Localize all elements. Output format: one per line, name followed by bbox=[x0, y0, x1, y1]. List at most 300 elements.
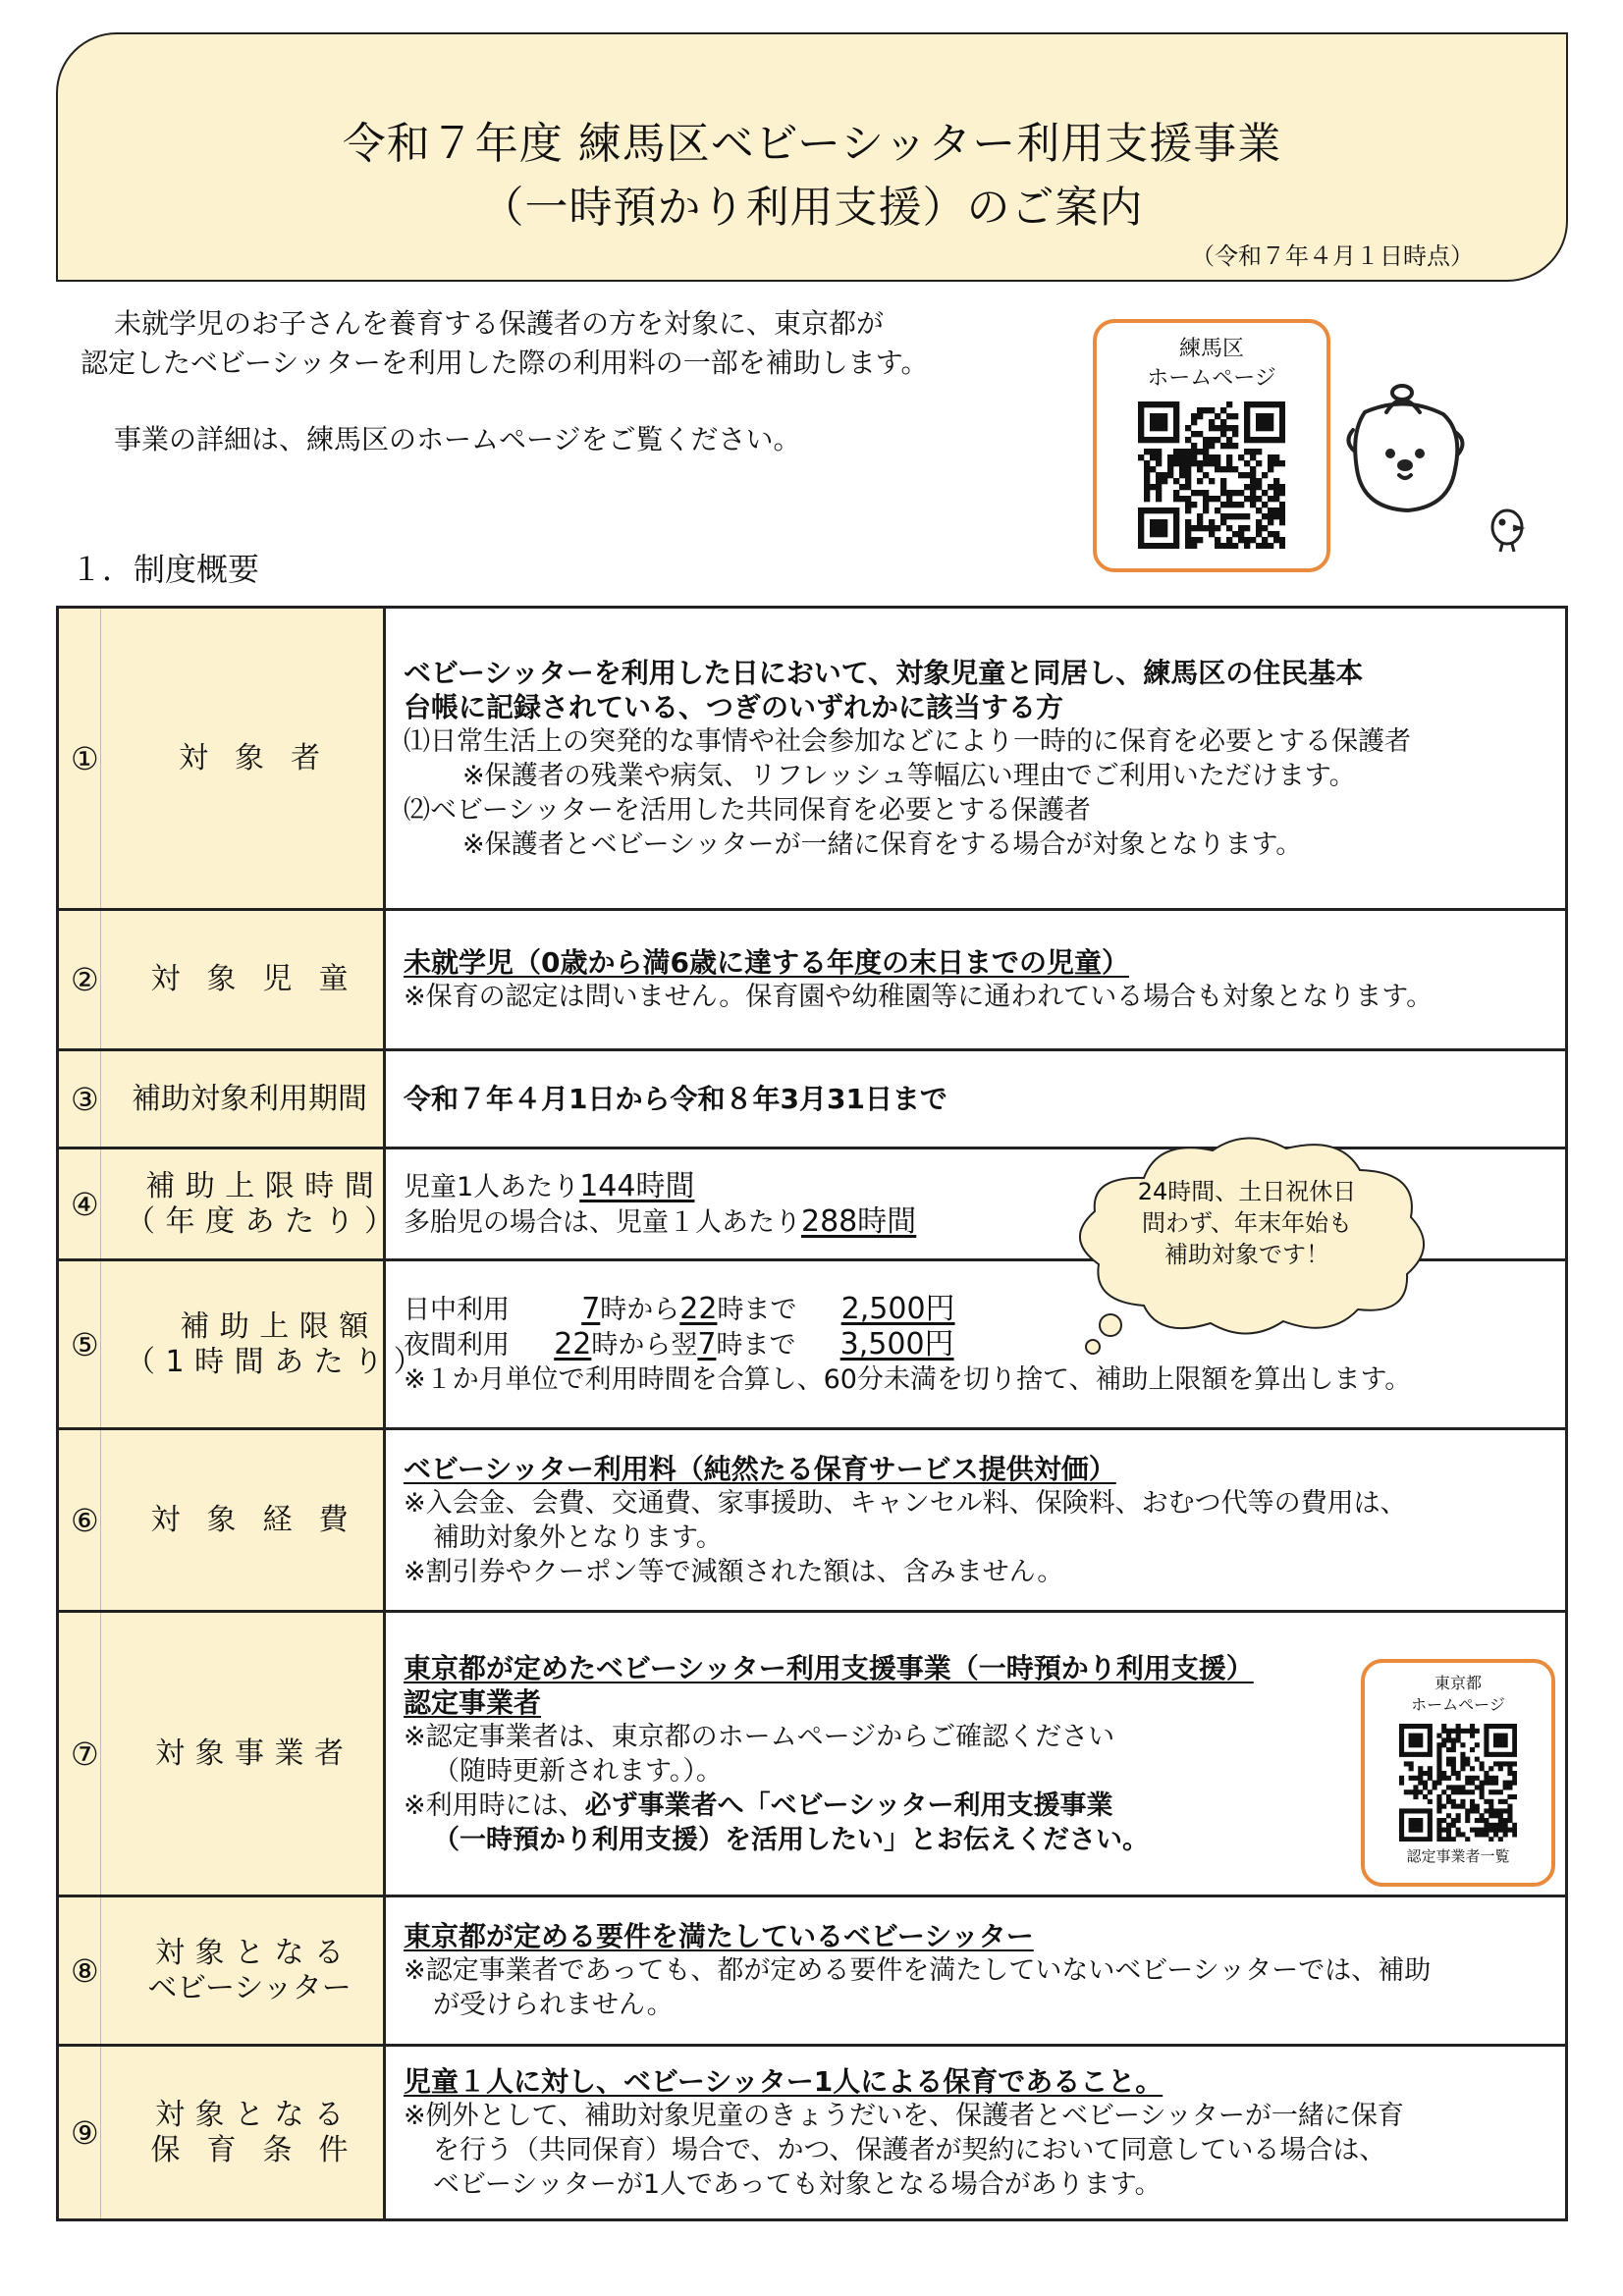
qr-module bbox=[1460, 1789, 1465, 1794]
qr-module bbox=[1436, 1804, 1441, 1809]
qr-module bbox=[1262, 502, 1268, 507]
qr-module bbox=[1262, 437, 1268, 443]
qr-module bbox=[1185, 496, 1191, 502]
qr-module bbox=[1138, 543, 1144, 549]
qr-module bbox=[1185, 449, 1191, 454]
qr-module bbox=[1203, 437, 1209, 443]
qr-module bbox=[1436, 1776, 1441, 1781]
qr-module bbox=[1413, 1724, 1418, 1729]
row-label-line1: 対象となる bbox=[155, 1935, 354, 1970]
qr-module bbox=[1460, 1804, 1465, 1809]
content-line: ※保育の認定は問いません。保育園や幼稚園等に通われている場合も対象となります。 bbox=[404, 982, 1434, 1012]
qr-module bbox=[1484, 1799, 1488, 1804]
qr-module bbox=[1488, 1804, 1493, 1809]
qr-module bbox=[1162, 478, 1167, 484]
qr-module bbox=[1456, 1832, 1461, 1837]
qr-module bbox=[1480, 1781, 1485, 1786]
row-content-cell bbox=[385, 608, 1567, 910]
qr-module bbox=[1232, 502, 1238, 507]
qr-module bbox=[1250, 537, 1256, 543]
qr-module bbox=[1493, 1781, 1498, 1786]
qr-module bbox=[1179, 472, 1185, 478]
tokyo-qr-box[interactable] bbox=[1361, 1659, 1555, 1887]
qr-module bbox=[1446, 1729, 1451, 1734]
qr-module bbox=[1138, 407, 1144, 413]
qr-module bbox=[1493, 1789, 1498, 1794]
qr-module bbox=[1185, 484, 1191, 490]
qr-module bbox=[1256, 484, 1262, 490]
qr-module bbox=[1399, 1776, 1404, 1781]
qr-module bbox=[1418, 1837, 1423, 1842]
qr-module bbox=[1156, 401, 1162, 407]
day-mid: 時から bbox=[600, 1295, 680, 1325]
qr-module bbox=[1262, 543, 1268, 549]
qr-module bbox=[1226, 490, 1232, 496]
qr-module bbox=[1423, 1752, 1428, 1757]
qr-module bbox=[1215, 496, 1220, 502]
qr-module bbox=[1512, 1761, 1517, 1766]
qr-module bbox=[1268, 507, 1273, 513]
row-label bbox=[116, 1503, 383, 1538]
qr-module bbox=[1167, 543, 1173, 549]
qr-module bbox=[1451, 1737, 1456, 1742]
qr-module bbox=[1167, 472, 1173, 478]
qr-module bbox=[1173, 449, 1179, 454]
qr-module bbox=[1238, 454, 1244, 460]
intro-paragraph bbox=[81, 304, 929, 383]
qr-module bbox=[1436, 1734, 1441, 1738]
qr-module bbox=[1244, 513, 1250, 519]
qr-module bbox=[1197, 519, 1203, 525]
qr-module bbox=[1399, 1752, 1404, 1757]
qr-module bbox=[1250, 490, 1256, 496]
qr-module bbox=[1446, 1794, 1451, 1799]
content-line: ⑵ベビーシッターを活用した共同保育を必要とする保護者 bbox=[404, 794, 1091, 826]
nerima-qr-label bbox=[1097, 323, 1326, 394]
qr-module bbox=[1456, 1785, 1461, 1789]
qr-module bbox=[1144, 543, 1150, 549]
row-label-text: 対象児童 bbox=[150, 962, 375, 996]
qr-module bbox=[1179, 484, 1185, 490]
qr-module bbox=[1144, 460, 1150, 466]
qr-module bbox=[1279, 419, 1285, 425]
qr-module bbox=[1138, 425, 1144, 431]
qr-module bbox=[1273, 454, 1279, 460]
qr-module bbox=[1256, 419, 1262, 425]
qr-module bbox=[1399, 1747, 1404, 1752]
qr-module bbox=[1428, 1729, 1433, 1734]
qr-module bbox=[1465, 1776, 1470, 1781]
qr-module bbox=[1428, 1747, 1433, 1752]
qr-module bbox=[1493, 1734, 1498, 1738]
qr-module bbox=[1244, 425, 1250, 431]
qr-module bbox=[1162, 543, 1167, 549]
qr-module bbox=[1470, 1799, 1475, 1804]
qr-module bbox=[1238, 525, 1244, 531]
qr-module bbox=[1446, 1799, 1451, 1804]
content-line: （随時更新されます。）。 bbox=[433, 1755, 723, 1787]
qr-module bbox=[1451, 1771, 1456, 1776]
qr-module bbox=[1512, 1823, 1517, 1828]
qr-module bbox=[1460, 1757, 1465, 1762]
row-label-cell bbox=[58, 910, 385, 1050]
qr-module bbox=[1470, 1766, 1475, 1771]
qr-module bbox=[1484, 1828, 1488, 1833]
qr-module bbox=[1173, 513, 1179, 519]
qr-module bbox=[1238, 502, 1244, 507]
qr-module bbox=[1150, 543, 1156, 549]
qr-module bbox=[1470, 1828, 1475, 1833]
qr-module bbox=[1436, 1757, 1441, 1762]
qr-module bbox=[1220, 419, 1226, 425]
qr-module bbox=[1399, 1818, 1404, 1823]
qr-module bbox=[1156, 525, 1162, 531]
row-label-cell bbox=[58, 1429, 385, 1612]
qr-module bbox=[1484, 1729, 1488, 1734]
qr-module bbox=[1493, 1808, 1498, 1813]
row-label-line1: 補助上限時間 bbox=[145, 1168, 385, 1203]
qr-module bbox=[1498, 1742, 1503, 1747]
qr-module bbox=[1488, 1776, 1493, 1781]
qr-module bbox=[1441, 1776, 1446, 1781]
qr-module bbox=[1498, 1752, 1503, 1757]
qr-module bbox=[1279, 513, 1285, 519]
qr-module bbox=[1475, 1729, 1480, 1734]
qr-module bbox=[1268, 425, 1273, 431]
qr-module bbox=[1215, 537, 1220, 543]
qr-module bbox=[1238, 531, 1244, 537]
qr-module bbox=[1173, 537, 1179, 543]
nerima-qr-code[interactable] bbox=[1138, 401, 1285, 549]
qr-module bbox=[1191, 443, 1197, 449]
qr-module bbox=[1185, 466, 1191, 472]
qr-module bbox=[1179, 466, 1185, 472]
qr-module bbox=[1399, 1832, 1404, 1837]
qr-module bbox=[1238, 513, 1244, 519]
qr-module bbox=[1451, 1823, 1456, 1828]
qr-module bbox=[1428, 1828, 1433, 1833]
qr-module bbox=[1215, 507, 1220, 513]
content-line: ※認定事業者は、東京都のホームページからご確認ください bbox=[404, 1721, 1115, 1752]
qr-module bbox=[1507, 1752, 1512, 1757]
qr-module bbox=[1197, 490, 1203, 496]
qr-module bbox=[1428, 1818, 1433, 1823]
qr-module bbox=[1150, 449, 1156, 454]
qr-module bbox=[1209, 496, 1215, 502]
qr-module bbox=[1413, 1776, 1418, 1781]
qr-module bbox=[1203, 443, 1209, 449]
qr-module bbox=[1480, 1789, 1485, 1794]
tokyo-qr-label1: 東京都 bbox=[1434, 1674, 1482, 1692]
qr-module bbox=[1215, 543, 1220, 549]
qr-module bbox=[1456, 1818, 1461, 1823]
qr-module bbox=[1138, 401, 1144, 407]
qr-module bbox=[1226, 460, 1232, 466]
qr-module bbox=[1144, 437, 1150, 443]
qr-module bbox=[1268, 543, 1273, 549]
qr-module bbox=[1226, 401, 1232, 407]
qr-module bbox=[1409, 1828, 1414, 1833]
qr-module bbox=[1138, 507, 1144, 513]
qr-module bbox=[1279, 507, 1285, 513]
row-content-cell bbox=[385, 1896, 1567, 2046]
qr-module bbox=[1250, 401, 1256, 407]
overview-table bbox=[56, 606, 1568, 2221]
qr-module bbox=[1167, 507, 1173, 513]
qr-module bbox=[1150, 454, 1156, 460]
qr-module bbox=[1220, 431, 1226, 437]
content-line: ※割引券やクーポン等で減額された額は、含みません。 bbox=[404, 1556, 1064, 1587]
qr-module bbox=[1441, 1804, 1446, 1809]
content-line: 令和７年４月1日から令和８年3月31日まで bbox=[404, 1083, 947, 1115]
qr-module bbox=[1191, 537, 1197, 543]
qr-module bbox=[1185, 425, 1191, 431]
qr-module bbox=[1226, 537, 1232, 543]
qr-module bbox=[1456, 1734, 1461, 1738]
qr-module bbox=[1150, 419, 1156, 425]
qr-module bbox=[1428, 1734, 1433, 1738]
qr-module bbox=[1167, 466, 1173, 472]
qr-module bbox=[1262, 490, 1268, 496]
qr-module bbox=[1256, 460, 1262, 466]
qr-module bbox=[1279, 431, 1285, 437]
qr-module bbox=[1441, 1771, 1446, 1776]
row-label-cell bbox=[58, 2046, 385, 2220]
qr-module bbox=[1399, 1823, 1404, 1828]
qr-module bbox=[1493, 1724, 1498, 1729]
qr-module bbox=[1441, 1828, 1446, 1833]
qr-module bbox=[1273, 478, 1279, 484]
qr-module bbox=[1512, 1742, 1517, 1747]
qr-module bbox=[1273, 531, 1279, 537]
qr-module bbox=[1138, 413, 1144, 419]
qr-module bbox=[1191, 502, 1197, 507]
qr-module bbox=[1173, 460, 1179, 466]
qr-module bbox=[1409, 1766, 1414, 1771]
qr-module bbox=[1279, 537, 1285, 543]
qr-module bbox=[1173, 454, 1179, 460]
qr-module bbox=[1144, 490, 1150, 496]
content-line: 東京都が定める要件を満たしているベビーシッター bbox=[404, 1920, 1034, 1952]
row-label-cell bbox=[58, 1148, 405, 1260]
qr-module bbox=[1150, 519, 1156, 525]
nerima-qr-box[interactable] bbox=[1093, 319, 1330, 572]
qr-module bbox=[1409, 1724, 1414, 1729]
bubble-line3: 補助対象です！ bbox=[1164, 1241, 1329, 1268]
qr-module bbox=[1156, 519, 1162, 525]
night-to: 7 bbox=[697, 1327, 717, 1362]
qr-module bbox=[1484, 1737, 1488, 1742]
qr-module bbox=[1488, 1766, 1493, 1771]
qr-module bbox=[1498, 1813, 1503, 1818]
qr-module bbox=[1409, 1776, 1414, 1781]
qr-module bbox=[1503, 1818, 1508, 1823]
qr-module bbox=[1226, 425, 1232, 431]
row-number: ⑥ bbox=[71, 1501, 99, 1539]
qr-module bbox=[1226, 437, 1232, 443]
qr-module bbox=[1256, 425, 1262, 431]
qr-module bbox=[1418, 1776, 1423, 1781]
content-line: ベビーシッターを利用した日において、対象児童と同居し、練馬区の住民基本 bbox=[404, 656, 1364, 689]
qr-module bbox=[1268, 401, 1273, 407]
qr-module bbox=[1256, 543, 1262, 549]
qr-module bbox=[1162, 419, 1167, 425]
table-row bbox=[58, 1429, 1567, 1612]
qr-module bbox=[1436, 1823, 1441, 1828]
qr-module bbox=[1488, 1781, 1493, 1786]
qr-module bbox=[1418, 1752, 1423, 1757]
qr-module bbox=[1197, 525, 1203, 531]
qr-module bbox=[1250, 502, 1256, 507]
qr-module bbox=[1460, 1761, 1465, 1766]
content-line: 認定事業者 bbox=[404, 1685, 542, 1719]
row-content-cell bbox=[385, 910, 1567, 1050]
row-label-line2: （1時間あたり） bbox=[126, 1344, 434, 1379]
qr-module bbox=[1162, 472, 1167, 478]
qr-module bbox=[1226, 513, 1232, 519]
qr-module bbox=[1156, 543, 1162, 549]
qr-module bbox=[1480, 1828, 1485, 1833]
qr-module bbox=[1209, 525, 1215, 531]
qr-module bbox=[1203, 490, 1209, 496]
qr-module bbox=[1475, 1808, 1480, 1813]
qr-module bbox=[1173, 490, 1179, 496]
qr-module bbox=[1446, 1776, 1451, 1781]
qr-module bbox=[1156, 419, 1162, 425]
qr-module bbox=[1173, 543, 1179, 549]
qr-module bbox=[1144, 507, 1150, 513]
qr-module bbox=[1404, 1761, 1409, 1766]
qr-module bbox=[1226, 466, 1232, 472]
qr-module bbox=[1244, 472, 1250, 478]
qr-module bbox=[1446, 1823, 1451, 1828]
qr-module bbox=[1220, 466, 1226, 472]
content-line: 未就学児（0歳から満6歳に達する年度の末日までの児童） bbox=[404, 946, 1129, 979]
qr-module bbox=[1209, 437, 1215, 443]
qr-module bbox=[1138, 519, 1144, 525]
qr-module bbox=[1185, 543, 1191, 549]
qr-module bbox=[1423, 1837, 1428, 1842]
qr-module bbox=[1498, 1837, 1503, 1842]
qr-module bbox=[1138, 537, 1144, 543]
bear-mascot-icon bbox=[1348, 386, 1462, 510]
qr-module bbox=[1197, 413, 1203, 419]
qr-module bbox=[1493, 1737, 1498, 1742]
qr-module bbox=[1493, 1823, 1498, 1828]
qr-module bbox=[1488, 1724, 1493, 1729]
cloud-bubble-text bbox=[1105, 1176, 1389, 1270]
qr-module bbox=[1503, 1742, 1508, 1747]
qr-module bbox=[1209, 519, 1215, 525]
qr-module bbox=[1197, 460, 1203, 466]
qr-module bbox=[1484, 1747, 1488, 1752]
qr-module bbox=[1470, 1804, 1475, 1809]
qr-module bbox=[1138, 437, 1144, 443]
qr-module bbox=[1446, 1837, 1451, 1842]
qr-module bbox=[1244, 437, 1250, 443]
qr-module bbox=[1456, 1804, 1461, 1809]
qr-module bbox=[1144, 496, 1150, 502]
qr-module bbox=[1456, 1828, 1461, 1833]
qr-module bbox=[1498, 1808, 1503, 1813]
qr-module bbox=[1484, 1808, 1488, 1813]
qr-module bbox=[1404, 1837, 1409, 1842]
qr-module bbox=[1156, 478, 1162, 484]
limit-hours: 144時間 bbox=[579, 1168, 695, 1203]
qr-module bbox=[1465, 1813, 1470, 1818]
qr-module bbox=[1418, 1823, 1423, 1828]
qr-module bbox=[1173, 507, 1179, 513]
qr-module bbox=[1484, 1724, 1488, 1729]
intro-line2: 認定したベビーシッターを利用した際の利用料の一部を補助します。 bbox=[81, 347, 929, 379]
row-label bbox=[116, 2098, 383, 2168]
qr-module bbox=[1451, 1747, 1456, 1752]
limit-prefix: 児童1人あたり bbox=[404, 1171, 580, 1202]
content-line: 補助対象外となります。 bbox=[433, 1522, 723, 1553]
qr-module bbox=[1156, 484, 1162, 490]
qr-module bbox=[1413, 1734, 1418, 1738]
qr-module bbox=[1451, 1757, 1456, 1762]
qr-module bbox=[1273, 490, 1279, 496]
qr-module bbox=[1268, 519, 1273, 525]
qr-module bbox=[1173, 401, 1179, 407]
qr-module bbox=[1226, 525, 1232, 531]
qr-module bbox=[1150, 401, 1156, 407]
qr-module bbox=[1238, 490, 1244, 496]
qr-module bbox=[1512, 1771, 1517, 1776]
night-amount: 3,500円 bbox=[839, 1327, 954, 1362]
qr-module bbox=[1220, 484, 1226, 490]
qr-module bbox=[1456, 1771, 1461, 1776]
qr-module bbox=[1446, 1747, 1451, 1752]
qr-module bbox=[1460, 1729, 1465, 1734]
header-banner bbox=[56, 32, 1568, 282]
qr-module bbox=[1503, 1799, 1508, 1804]
qr-module bbox=[1423, 1785, 1428, 1789]
qr-module bbox=[1446, 1757, 1451, 1762]
qr-module bbox=[1475, 1757, 1480, 1762]
qr-module bbox=[1436, 1771, 1441, 1776]
qr-module bbox=[1185, 437, 1191, 443]
qr-module bbox=[1418, 1771, 1423, 1776]
content-line: が受けられません。 bbox=[433, 1990, 674, 2020]
qr-module bbox=[1433, 1785, 1437, 1789]
tokyo-qr-caption: 認定事業者一覧 bbox=[1406, 1847, 1510, 1865]
qr-module bbox=[1409, 1837, 1414, 1842]
qr-module bbox=[1475, 1828, 1480, 1833]
chick-icon bbox=[1492, 510, 1522, 552]
qr-module bbox=[1232, 543, 1238, 549]
qr-module bbox=[1185, 460, 1191, 466]
qr-module bbox=[1268, 531, 1273, 537]
content-line: 東京都が定めたベビーシッター利用支援事業（一時預かり利用支援） bbox=[404, 1651, 1254, 1684]
qr-module bbox=[1273, 537, 1279, 543]
row-label-cell bbox=[58, 1612, 385, 1896]
row-label bbox=[116, 1736, 383, 1772]
tokyo-qr-code[interactable] bbox=[1399, 1724, 1517, 1842]
qr-module bbox=[1262, 425, 1268, 431]
qr-module bbox=[1493, 1813, 1498, 1818]
qr-module bbox=[1179, 449, 1185, 454]
qr-module bbox=[1498, 1828, 1503, 1833]
qr-module bbox=[1507, 1785, 1512, 1789]
qr-module bbox=[1498, 1818, 1503, 1823]
qr-module bbox=[1512, 1776, 1517, 1781]
qr-module bbox=[1498, 1737, 1503, 1742]
qr-module bbox=[1226, 413, 1232, 419]
qr-module bbox=[1465, 1808, 1470, 1813]
qr-module bbox=[1273, 507, 1279, 513]
